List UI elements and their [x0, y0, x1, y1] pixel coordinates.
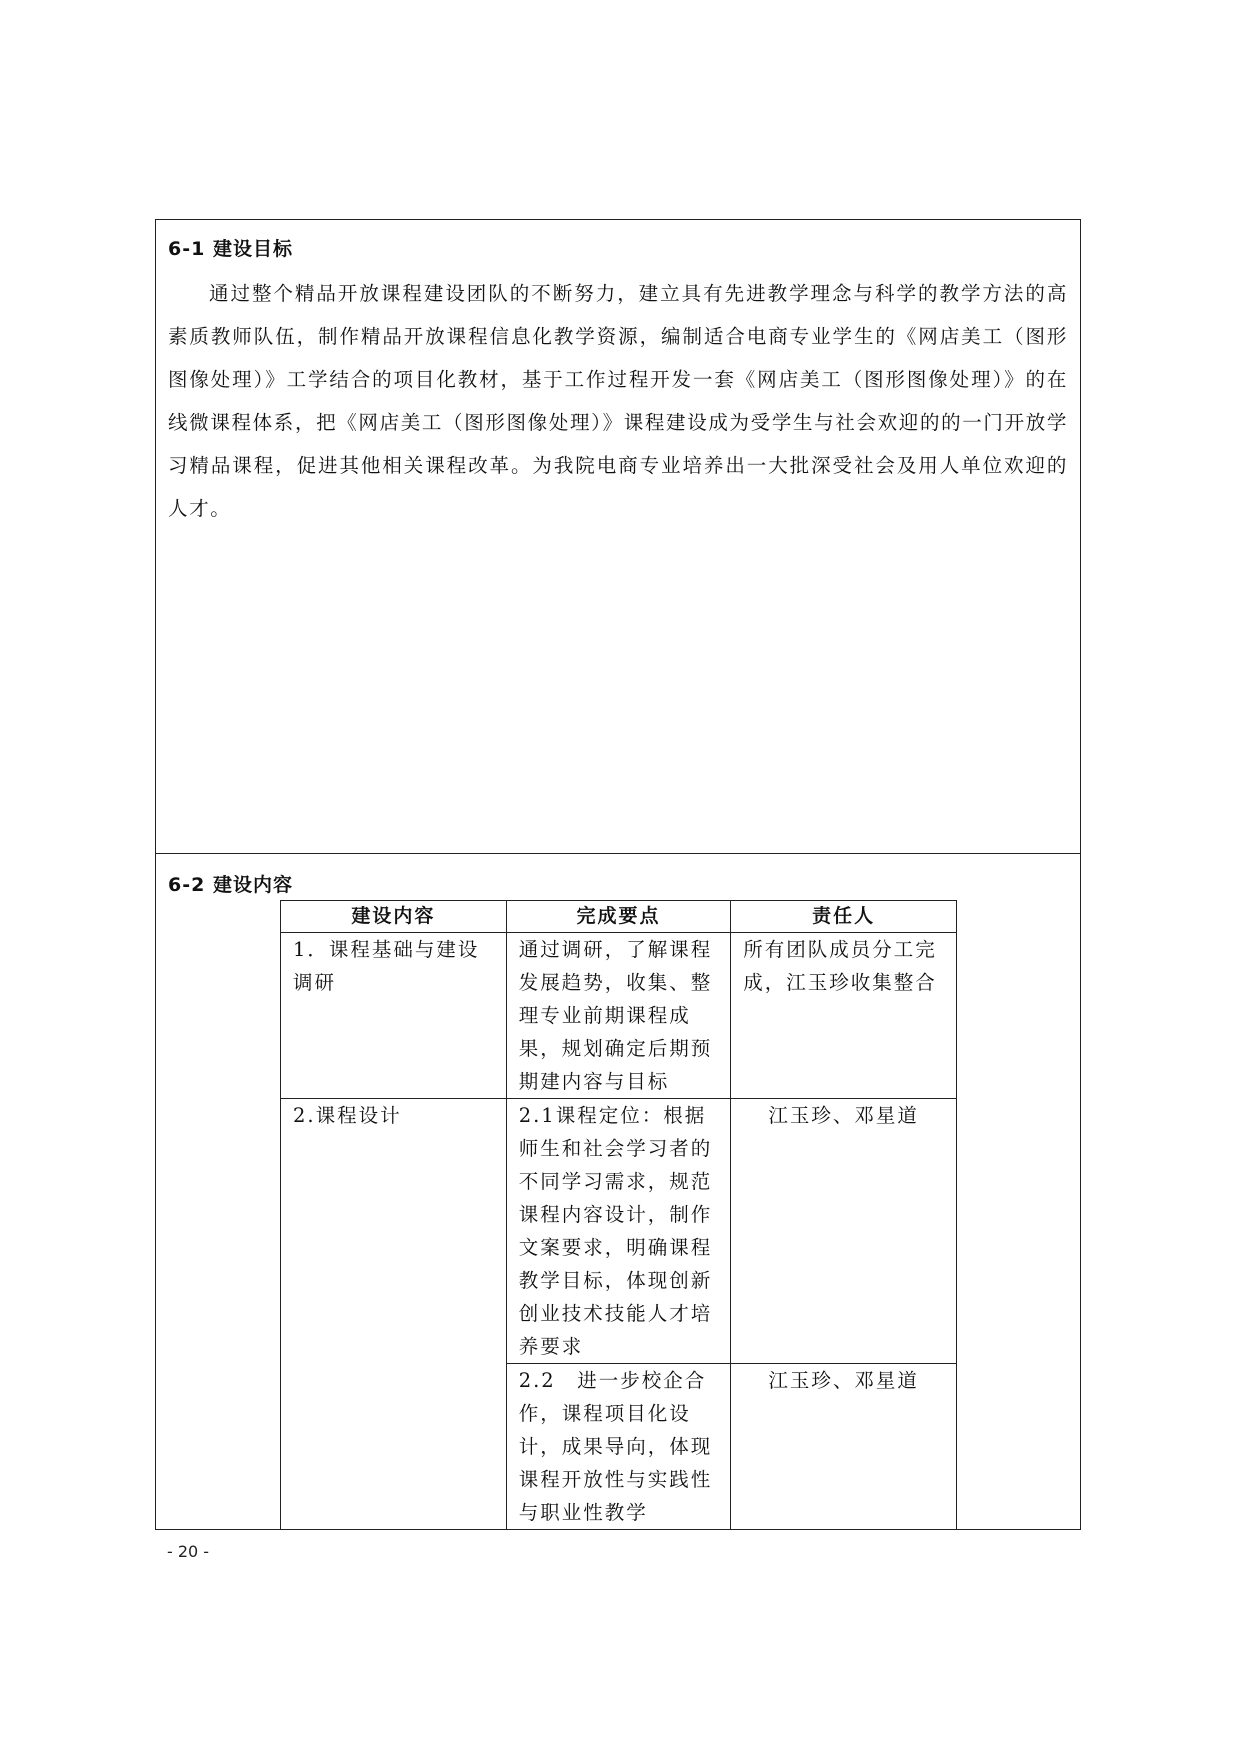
table-row [281, 933, 957, 1099]
header-content: 建设内容 [281, 901, 507, 933]
section-content [156, 854, 1080, 1531]
table-row [281, 1099, 957, 1364]
section-content-title: 6-2 建设内容 [168, 874, 293, 896]
cell-owner: 所有团队成员分工完成，江玉珍收集整合 [731, 933, 957, 1099]
cell-owner: 江玉珍、邓星道 [731, 1099, 957, 1364]
cell-points: 通过调研，了解课程发展趋势，收集、整理专业前期课程成果，规划确定后期预期建内容与目标 [506, 933, 731, 1099]
header-owner: 责任人 [731, 901, 957, 933]
section-goals [156, 220, 1080, 854]
form-frame [155, 219, 1081, 1530]
table-header-row [281, 901, 957, 933]
header-points: 完成要点 [506, 901, 731, 933]
page-number: - 20 - [167, 1542, 210, 1561]
cell-points: 2.2 进一步校企合作，课程项目化设计，成果导向，体现课程开放性与实践性与职业性教学 [506, 1364, 731, 1530]
cell-points: 2.1课程定位：根据师生和社会学习者的不同学习需求，规范课程内容设计，制作文案要求，明确课程教学目标，体现创新创业技术技能人才培养要求 [506, 1099, 731, 1364]
cell-content: 2.课程设计 [281, 1099, 507, 1530]
cell-owner: 江玉珍、邓星道 [731, 1364, 957, 1530]
section-goals-title: 6-1 建设目标 [168, 238, 293, 260]
section-goals-paragraph: 通过整个精品开放课程建设团队的不断努力，建立具有先进教学理念与科学的教学方法的高素质教师队伍，制作精品开放课程信息化教学资源，编制适合电商专业学生的《网店美工（图形图像处理）》工学结合的项目化教材，基于工作过程开发一套《网店美工（图形图像处理）》的在线微课程体系，把《网店美工（图形图像处理）》课程建设成为受学生与社会欢迎的的一门开放学习精品课程，促进其他相关课程改革。为我院电商专业培养出一大批深受社会及用人单位欢迎的人才。 [168, 282, 1068, 520]
cell-content: 1．课程基础与建设调研 [281, 933, 507, 1099]
content-table [280, 900, 957, 1530]
